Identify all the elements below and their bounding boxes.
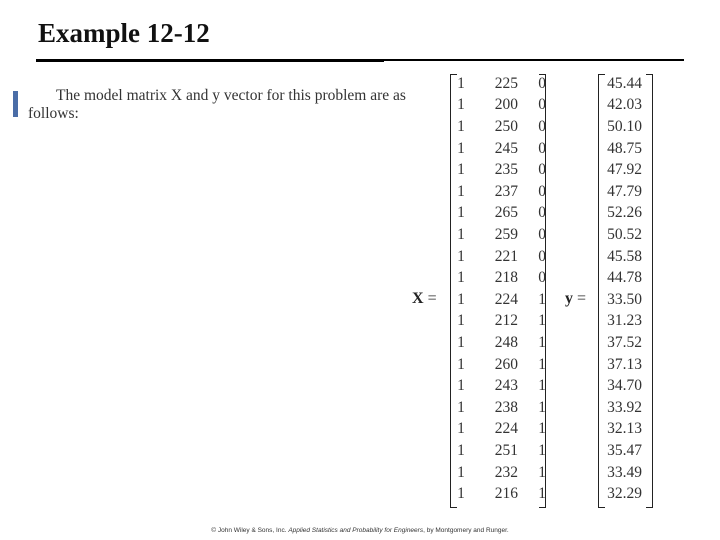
y-vector-cell: 44.78 [607, 269, 642, 287]
x-matrix-row [450, 332, 546, 354]
x-matrix-row [450, 116, 546, 138]
x-matrix-cell: 1 [538, 441, 546, 459]
y-vector-row [594, 483, 642, 505]
y-vector-row [594, 440, 642, 462]
x-matrix-cell: 1 [457, 204, 465, 222]
x-matrix-row [450, 138, 546, 160]
x-matrix-cell: 1 [538, 312, 546, 330]
x-matrix-cell: 1 [538, 485, 546, 503]
x-matrix-cell: 1 [457, 290, 465, 308]
x-matrix-row [450, 267, 546, 289]
y-equation-label [565, 290, 586, 308]
y-vector-row [594, 375, 642, 397]
y-vector-row [594, 419, 642, 441]
y-vector-cell: 32.13 [607, 420, 642, 438]
x-matrix-cell: 1 [457, 377, 465, 395]
y-symbol: y [565, 290, 573, 307]
x-matrix-row [450, 440, 546, 462]
y-equals: = [577, 290, 587, 307]
x-matrix-cell: 0 [538, 182, 546, 200]
copyright-footer [0, 527, 720, 534]
y-vector-cell: 48.75 [607, 139, 642, 157]
y-vector-cell: 50.52 [607, 225, 642, 243]
y-vector-cell: 33.92 [607, 398, 642, 416]
x-matrix-cell: 0 [538, 74, 546, 92]
x-matrix-row [450, 246, 546, 268]
x-matrix-cell: 0 [538, 269, 546, 287]
x-matrix-cell: 250 [494, 117, 518, 135]
x-matrix-row [450, 159, 546, 181]
y-vector-cell: 45.58 [607, 247, 642, 265]
x-matrix-row [450, 181, 546, 203]
x-matrix-cell: 0 [538, 96, 546, 114]
y-vector-row [594, 354, 642, 376]
y-vector-cell: 42.03 [607, 96, 642, 114]
footer-prefix: © John Wiley & Sons, Inc. [211, 527, 289, 534]
footer-book-title: Applied Statistics and Probability for Engineers [288, 527, 424, 534]
x-matrix-cell: 235 [494, 161, 518, 179]
x-matrix-row [450, 95, 546, 117]
x-matrix-cell: 1 [457, 333, 465, 351]
x-matrix-row [450, 375, 546, 397]
x-matrix-cell: 245 [494, 139, 518, 157]
x-matrix-cell: 0 [538, 247, 546, 265]
x-equals: = [427, 290, 437, 307]
y-vector-row [594, 73, 642, 95]
x-matrix-cell: 0 [538, 161, 546, 179]
y-vector-row [594, 289, 642, 311]
y-vector-cell: 35.47 [607, 441, 642, 459]
x-matrix-cell: 232 [494, 463, 518, 481]
x-matrix-cell: 0 [538, 139, 546, 157]
x-matrix-cell: 265 [494, 204, 518, 222]
x-matrix-cell: 1 [538, 420, 546, 438]
y-vector-cell: 33.50 [607, 290, 642, 308]
slide-title: Example 12-12 [38, 18, 210, 48]
x-matrix-cell: 224 [494, 420, 518, 438]
y-vector-row [594, 181, 642, 203]
y-vector-row [594, 397, 642, 419]
y-vector-row [594, 203, 642, 225]
y-vector-row [594, 246, 642, 268]
y-vector-cell: 31.23 [607, 312, 642, 330]
x-matrix-row [450, 462, 546, 484]
x-matrix-cell: 1 [457, 225, 465, 243]
y-vector-cell: 33.49 [607, 463, 642, 481]
x-matrix-cell: 1 [457, 312, 465, 330]
x-matrix-cell: 1 [457, 398, 465, 416]
x-matrix-cell: 259 [494, 225, 518, 243]
y-vector-cell: 47.79 [607, 182, 642, 200]
y-vector-cell: 47.92 [607, 161, 642, 179]
y-vector-cell: 37.13 [607, 355, 642, 373]
x-matrix-cell: 1 [457, 441, 465, 459]
x-matrix-cell: 1 [457, 182, 465, 200]
intro-line-1: The model matrix X and y vector for this problem are as [56, 87, 406, 104]
x-matrix-row [450, 397, 546, 419]
x-matrix-row [450, 224, 546, 246]
x-matrix-cell: 216 [494, 485, 518, 503]
x-matrix-cell: 1 [457, 355, 465, 373]
x-matrix-cell: 1 [457, 161, 465, 179]
x-matrix-cell: 1 [457, 74, 465, 92]
x-matrix-cell: 1 [457, 139, 465, 157]
x-matrix-row [450, 289, 546, 311]
y-vector-right-bracket [646, 74, 653, 508]
y-vector-cell: 32.29 [607, 485, 642, 503]
y-vector-cell: 52.26 [607, 204, 642, 222]
x-matrix-cell: 1 [538, 463, 546, 481]
x-matrix-cell: 1 [457, 485, 465, 503]
x-matrix-cell: 260 [494, 355, 518, 373]
x-matrix-cell: 1 [457, 269, 465, 287]
x-matrix-cell: 0 [538, 204, 546, 222]
intro-line-2: follows: [28, 105, 79, 122]
intro-text [28, 87, 423, 123]
x-symbol: X [412, 290, 424, 307]
x-matrix-cell: 1 [538, 290, 546, 308]
x-matrix-cell: 212 [494, 312, 518, 330]
y-vector-row [594, 224, 642, 246]
x-matrix-cell: 0 [538, 225, 546, 243]
x-matrix-cell: 1 [538, 377, 546, 395]
y-vector-cell: 34.70 [607, 377, 642, 395]
x-matrix-cell: 225 [494, 74, 518, 92]
x-matrix-row [450, 483, 546, 505]
y-vector-row [594, 332, 642, 354]
x-matrix-row [450, 311, 546, 333]
x-matrix-row [450, 203, 546, 225]
x-matrix-cell: 248 [494, 333, 518, 351]
x-matrix-cell: 1 [538, 333, 546, 351]
x-equation-label [412, 290, 437, 308]
y-vector-cell: 50.10 [607, 117, 642, 135]
x-matrix-row [450, 354, 546, 376]
x-matrix-cell: 0 [538, 117, 546, 135]
y-vector-row [594, 462, 642, 484]
x-matrix-row [450, 419, 546, 441]
x-matrix-cell: 1 [457, 96, 465, 114]
x-matrix-cell: 251 [494, 441, 518, 459]
y-vector-row [594, 159, 642, 181]
x-matrix-cell: 1 [457, 117, 465, 135]
y-vector-cell: 37.52 [607, 333, 642, 351]
x-matrix-row [450, 73, 546, 95]
y-vector-row [594, 311, 642, 333]
title-rule-thin [384, 59, 684, 61]
x-matrix-cell: 1 [538, 398, 546, 416]
y-vector-row [594, 267, 642, 289]
x-matrix-cell: 1 [457, 420, 465, 438]
x-matrix-cell: 1 [457, 247, 465, 265]
y-vector-cell: 45.44 [607, 74, 642, 92]
x-matrix-cell: 218 [494, 269, 518, 287]
bullet-marker [13, 91, 18, 117]
x-matrix-cell: 1 [538, 355, 546, 373]
x-matrix-cell: 221 [494, 247, 518, 265]
x-matrix-cell: 243 [494, 377, 518, 395]
footer-suffix: , by Montgomery and Runger. [423, 527, 509, 534]
title-rule-thick [36, 59, 384, 62]
x-matrix-cell: 1 [457, 463, 465, 481]
x-matrix-cell: 237 [494, 182, 518, 200]
x-matrix-cell: 238 [494, 398, 518, 416]
x-matrix-cell: 224 [494, 290, 518, 308]
x-matrix-cell: 200 [494, 96, 518, 114]
y-vector-row [594, 116, 642, 138]
y-vector-row [594, 138, 642, 160]
y-vector-row [594, 95, 642, 117]
